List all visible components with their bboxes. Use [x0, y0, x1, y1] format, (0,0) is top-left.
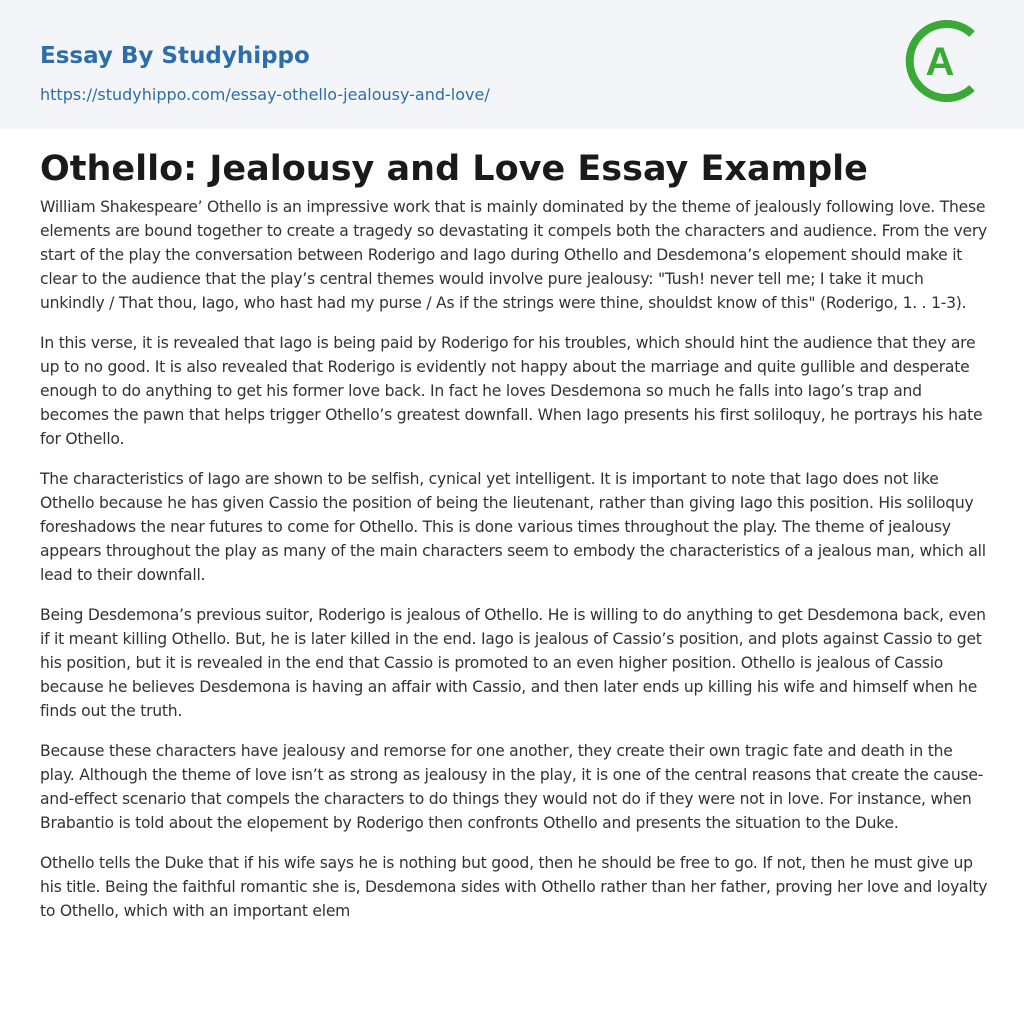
article-url-link[interactable]: https://studyhippo.com/essay-othello-jealousy-and-love/: [40, 85, 490, 104]
essay-body: [40, 195, 988, 939]
essay-paragraph: In this verse, it is revealed that Iago is being paid by Roderigo for his troubles, which should hint the audience that they are up to no good. It is also revealed that Roderigo is evidently not happy about the marriage and quite gullible and desperate enough to do anything to get his former love back. In fact he loves Desdemona so much he falls into Iago’s trap and becomes the pawn that helps trigger Othello’s greatest downfall. When Iago presents his first soliloquy, he portrays his hate for Othello.: [40, 334, 983, 448]
essay-paragraph: William Shakespeare’ Othello is an impressive work that is mainly dominated by the theme of jealously following love. These elements are bound together to create a tragedy so devastating it compels both the characters and audience. From the very start of the play the conversation between Roderigo and Iago during Othello and Desdemona’s elopement should make it clear to the audience that the play’s central themes would involve pure jealousy: "Tush! never tell me; I take it much unkindly / That thou, Iago, who hast had my purse / As if the strings were thine, shouldst know of this" (Roderigo, 1. . 1-3).: [40, 198, 988, 312]
page-title: Othello: Jealousy and Love Essay Example: [40, 149, 868, 189]
essay-paragraph: Because these characters have jealousy and remorse for one another, they create their own tragic fate and death in the play. Although the theme of love isn’t as strong as jealousy in the play, it is one of the central reasons that create the cause-and-effect scenario that compels the characters to do things they would not do if they were not in love. For instance, when Brabantio is told about the elopement by Roderigo then confronts Othello and presents the situation to the Duke.: [40, 742, 984, 832]
essay-paragraph: The characteristics of Iago are shown to be selfish, cynical yet intelligent. It is important to note that Iago does not like Othello because he has given Cassio the position of being the lieutenant, rather than giving Iago this position. His soliloquy foreshadows the near futures to come for Othello. This is done various times throughout the play. The theme of jealousy appears throughout the play as many of the main characters seem to embody the characteristics of a jealous man, which all lead to their downfall.: [40, 470, 986, 584]
essay-paragraph: Othello tells the Duke that if his wife says he is nothing but good, then he should be free to go. If not, then he must give up his title. Being the faithful romantic she is, Desdemona sides with Othello rather than her father, proving her love and loyalty to Othello, which with an important elem: [40, 854, 988, 920]
essay-paragraph: Being Desdemona’s previous suitor, Roderigo is jealous of Othello. He is willing to do anything to get Desdemona back, even if it meant killing Othello. But, he is later killed in the end. Iago is jealous of Cassio’s position, and plots against Cassio to get his position, but it is revealed in the end that Cassio is promoted to an even higher position. Othello is jealous of Cassio because he believes Desdemona is having an affair with Cassio, and then later ends up killing his wife and himself when he finds out the truth.: [40, 606, 986, 720]
logo-letter: A: [925, 40, 955, 84]
site-title[interactable]: Essay By Studyhippo: [40, 43, 310, 69]
studyhippo-logo-icon[interactable]: [902, 18, 988, 104]
